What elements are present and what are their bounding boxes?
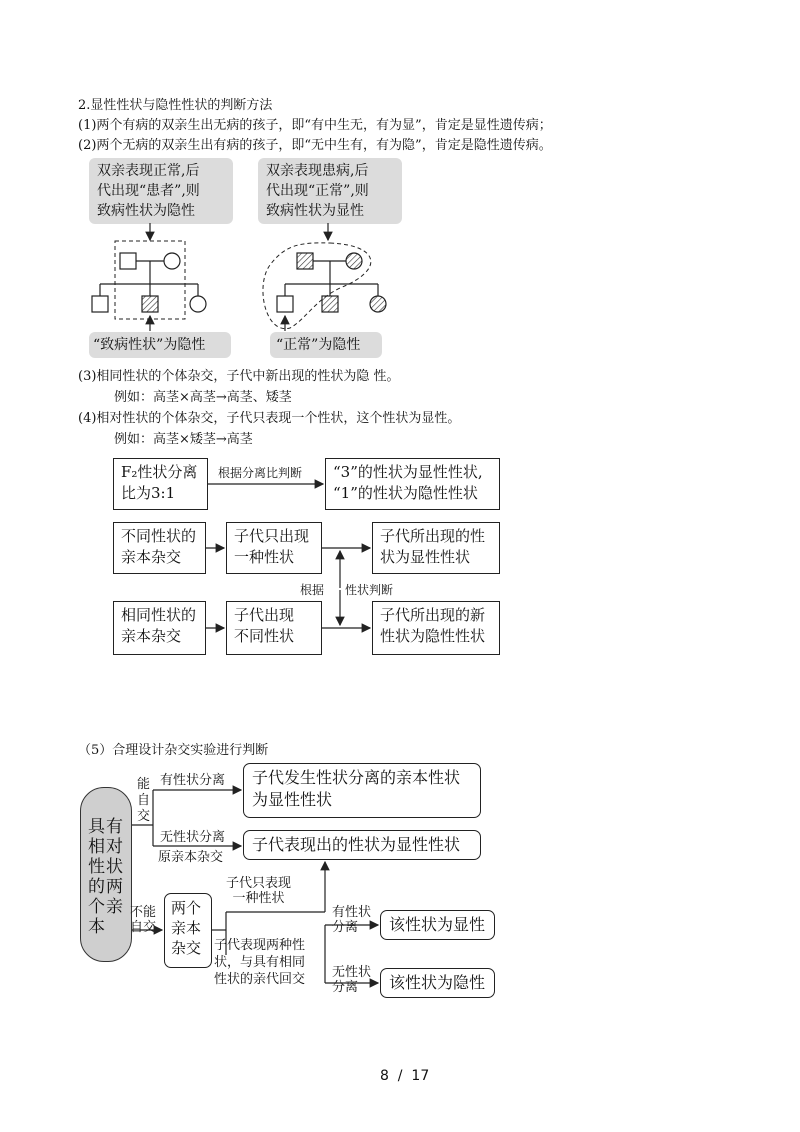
shown-result-box: 子代表现出的性状为显性性状 <box>243 830 481 860</box>
is-recessive-box: 该性状为隐性 <box>380 968 495 998</box>
is-dominant-box: 该性状为显性 <box>380 910 495 940</box>
one-trait-box: 子代只出现 一种性状 <box>226 522 322 574</box>
f2-ratio-box: F₂性状分离 比为3:1 <box>113 458 208 510</box>
method-item-1: (1)两个有病的双亲生出无病的孩子，即“有中生无，有为显”，肯定是显性遗传病； <box>78 118 552 133</box>
parents-pill-label: 具有 相对 性状 的两 个亲 本 <box>88 817 124 937</box>
cannot-self-label: 不能 自交 <box>130 905 157 935</box>
method-item-4: (4)相对性状的个体杂交，子代只表现一个性状，这个性状为显性。 <box>78 411 461 426</box>
method-item-3: (3)相同性状的个体杂交，子代中新出现的性状为隐 性。 <box>78 369 400 384</box>
ratio-result-box: “3”的性状为显性性状, “1”的性状为隐性性状 <box>325 458 500 510</box>
pedigree-left-note: 双亲表现正常,后 代出现“患者”,则 致病性状为隐性 <box>89 158 233 224</box>
no-segregation-label: 无性状分离 <box>160 830 226 845</box>
can-self-label: 能 自 交 <box>137 777 151 824</box>
method-item-3-example: 例如：高茎×高茎→高茎、矮茎 <box>114 390 292 405</box>
segregation-result-box: 子代发生性状分离的亲本性状 为显性性状 <box>243 763 481 818</box>
recessive-result-box: 子代所出现的新 性状为隐性性状 <box>372 601 500 655</box>
no-seg-label: 无性状 分离 <box>332 965 372 995</box>
method-item-4-example: 例如：高茎×矮茎→高茎 <box>114 432 253 447</box>
trait-judge-label: 性状判断 <box>345 583 394 597</box>
by-label: 根据 <box>300 583 325 597</box>
section-heading: 2.显性性状与隐性性状的判断方法 <box>78 98 273 113</box>
pedigree-right-caption: “正常”为隐性 <box>270 332 382 358</box>
same-parents-box: 相同性状的 亲本杂交 <box>113 601 206 655</box>
original-cross-label: 原亲本杂交 <box>158 850 224 865</box>
page-number: 8 / 17 <box>380 1068 430 1084</box>
two-parents-box: 两个 亲本 杂交 <box>164 893 212 968</box>
method-item-2: (2)两个无病的双亲生出有病的孩子，即“无中生有，有为隐”，肯定是隐性遗传病。 <box>78 138 552 153</box>
different-traits-box: 子代出现 不同性状 <box>226 601 322 655</box>
offspring-two-label: 子代表现两种性 状，与具有相同 性状的亲代回交 <box>214 938 306 987</box>
pedigree-left-caption: “致病性状”为隐性 <box>89 332 231 358</box>
offspring-one-label: 子代只表现 一种性状 <box>226 876 292 906</box>
pedigree-right-note: 双亲表现患病,后 代出现“正常”,则 致病性状为显性 <box>258 158 402 224</box>
section-5-heading: （5）合理设计杂交实验进行判断 <box>78 743 269 758</box>
with-segregation-label: 有性状分离 <box>160 773 226 788</box>
by-ratio-label: 根据分离比判断 <box>218 466 303 480</box>
different-parents-box: 不同性状的 亲本杂交 <box>113 522 206 574</box>
has-seg-label: 有性状 分离 <box>332 905 372 935</box>
dominant-result-box: 子代所出现的性 状为显性性状 <box>372 522 500 574</box>
